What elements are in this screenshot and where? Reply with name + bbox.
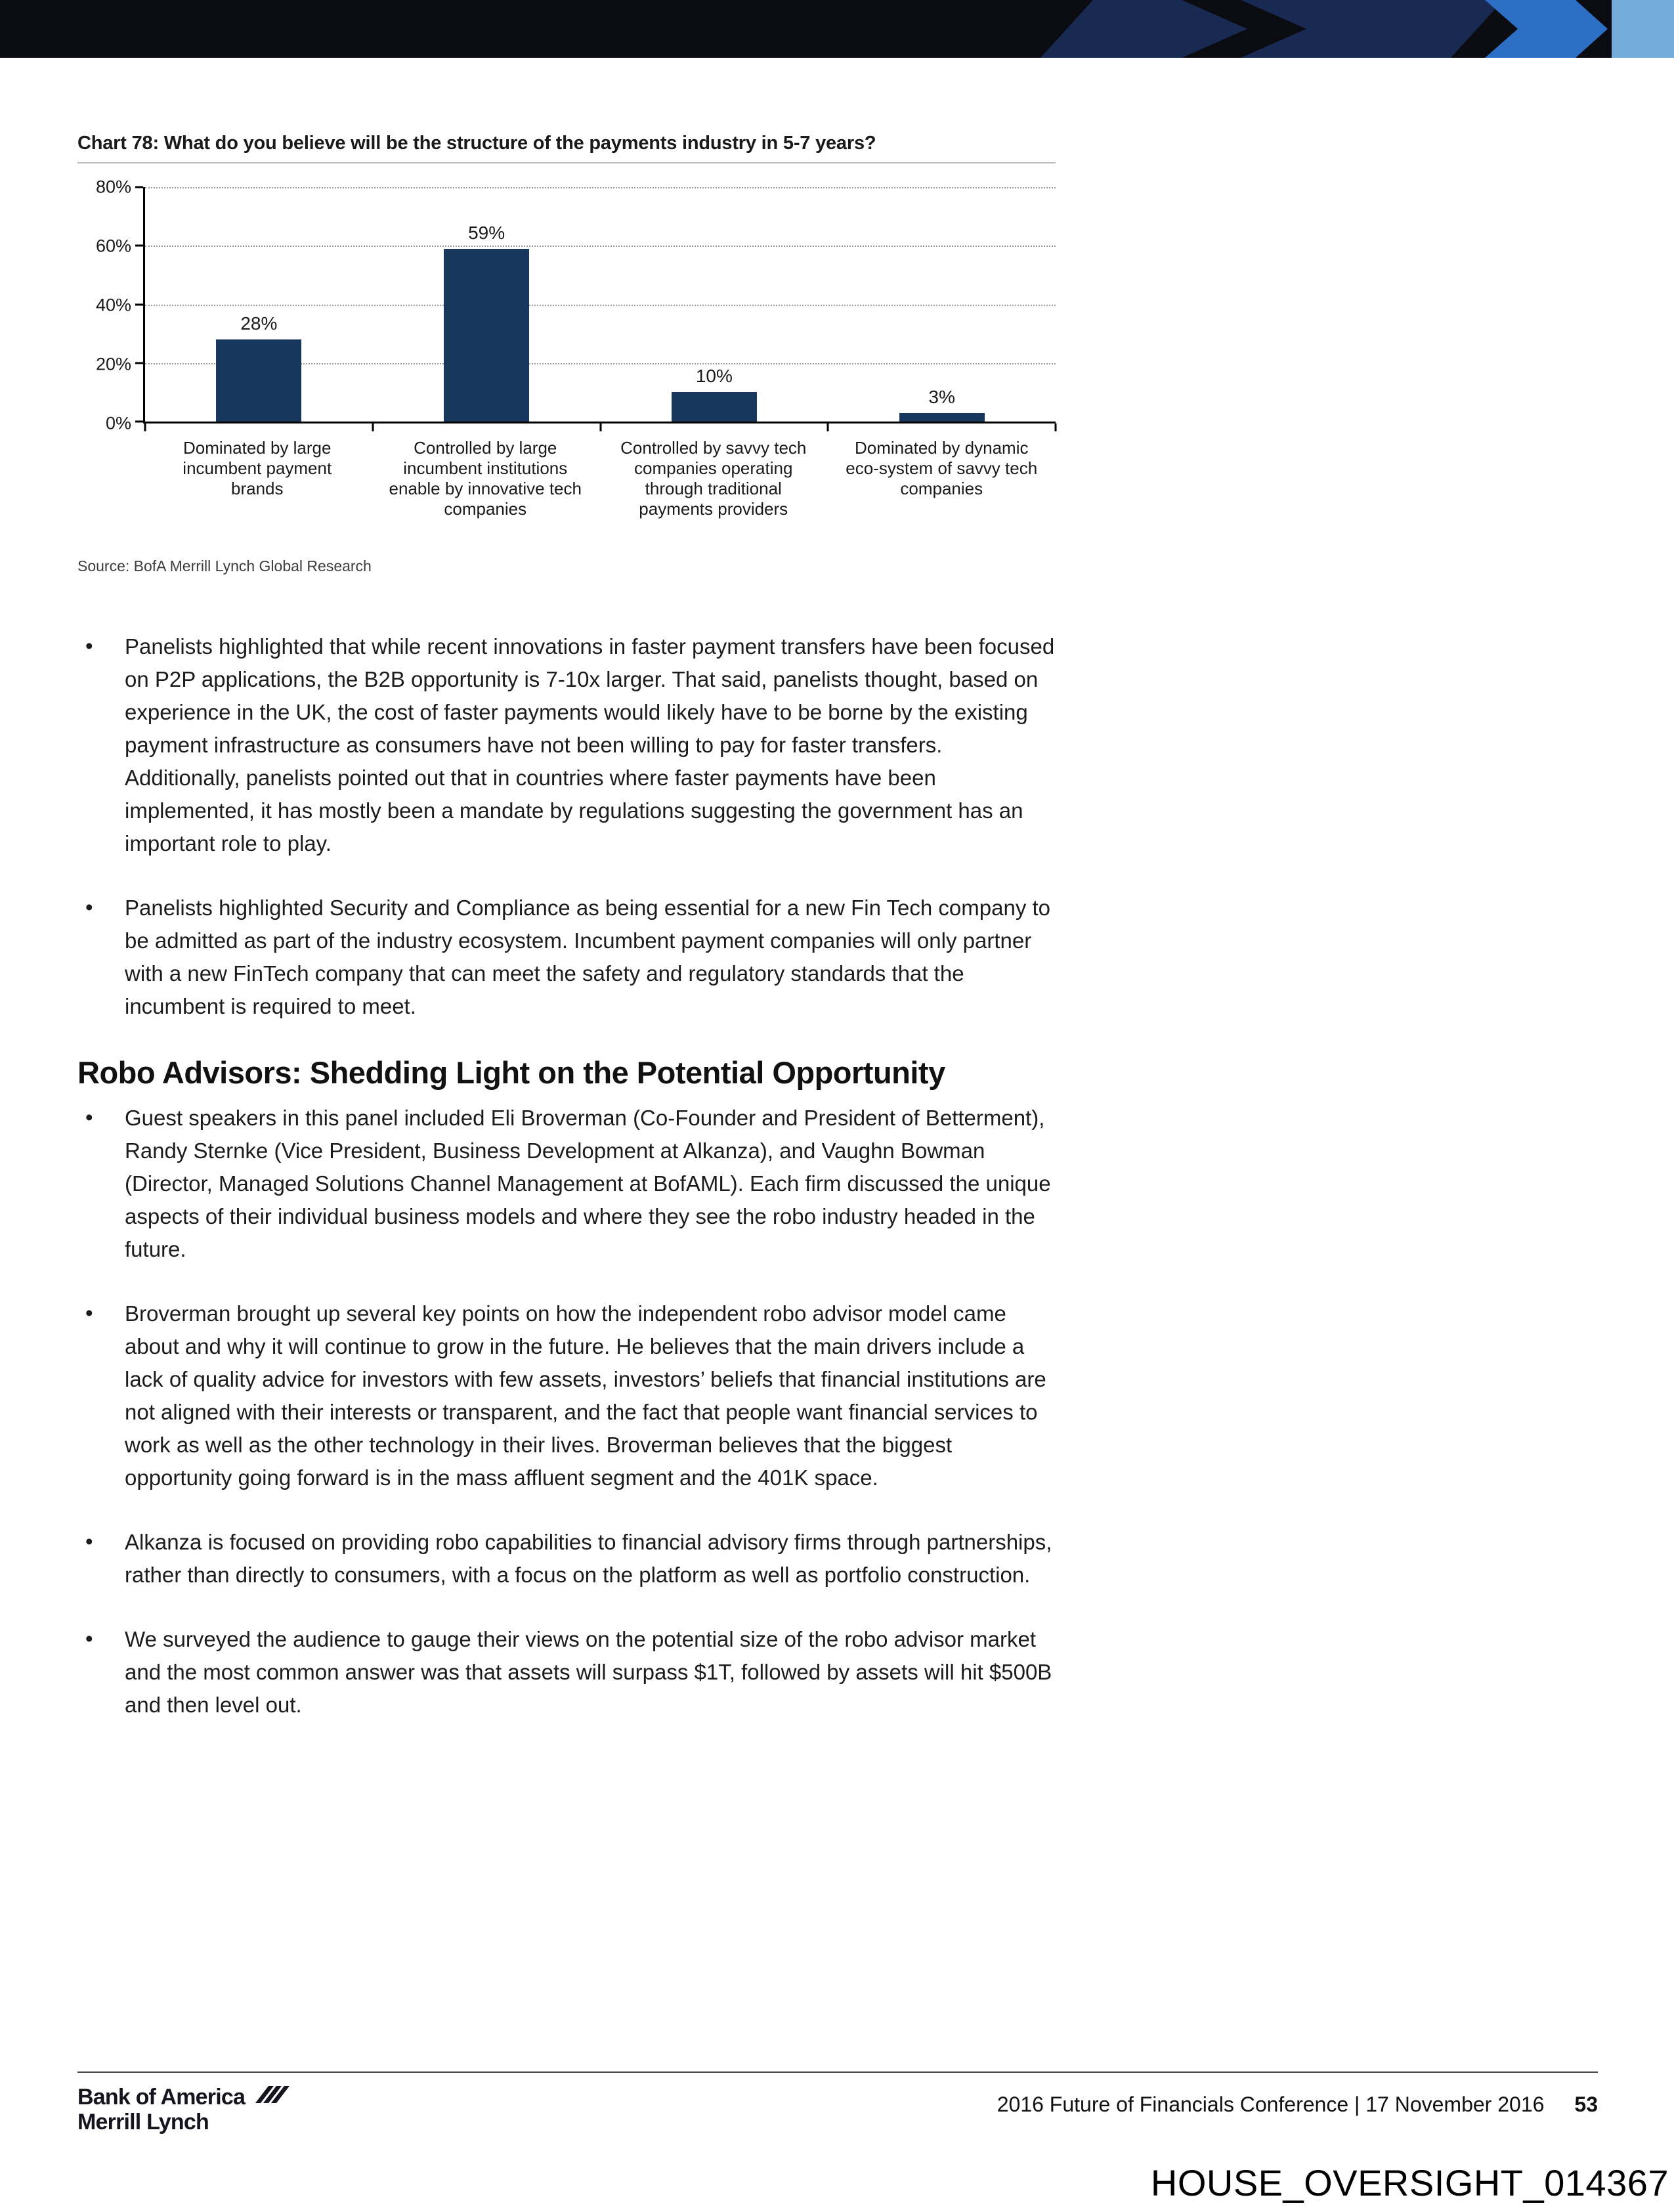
x-axis-labels [143, 438, 1056, 519]
bofa-flag-icon [251, 2083, 290, 2110]
y-tick-mark [135, 245, 143, 247]
y-tick-mark [135, 186, 143, 188]
top-banner [0, 0, 1674, 58]
y-axis [77, 177, 143, 433]
x-category-label: Controlled by savvy tech companies operating through traditional payments providers [620, 438, 807, 519]
bar-chart [77, 177, 1056, 519]
bar-value-label: 3% [928, 386, 955, 407]
bofa-ml-logo [77, 2083, 290, 2134]
y-tick-label: 60% [95, 236, 131, 256]
x-tick-mark [1055, 423, 1057, 431]
page-number: 53 [1574, 2093, 1598, 2116]
bar [899, 413, 985, 422]
bullet-item: • Panelists highlighted that while recent innovations in faster payment transfers have been focused on P2P applications, the B2B opportunity is 7-10x larger. That said, panelists thought, based on experience in the UK, the cost of faster payments would likely have to be borne by the existing payment infrastructure as consumers have not been willing to pay for faster transfers. Additionally, panelists pointed out that in countries where faster payments have been implemented, it has mostly been a mandate by regulations suggesting the government has an important role to play. [77, 630, 1057, 860]
x-axis [77, 438, 1056, 519]
y-tick-mark [135, 303, 143, 305]
bar-value-label: 59% [468, 222, 505, 243]
bullet-item: • Broverman brought up several key points on how the independent robo advisor model came about and why it will continue to grow in the future. He believes that the main drivers include a lack of quality advice for investors with few assets, investors’ beliefs that financial institutions are not aligned with their interests or transparent, and the fact that people want financial services to work as well as the other technology in their lives. Broverman believes that the biggest opportunity going forward is in the mass affluent segment and the 401K space. [77, 1297, 1057, 1494]
footer-right [997, 2083, 1598, 2117]
chart-title: Chart 78: What do you believe will be the structure of the payments industry in 5-7 years? [77, 133, 1056, 163]
x-tick-mark [827, 423, 829, 431]
bar-value-label: 28% [240, 313, 278, 334]
x-tick-mark [372, 423, 374, 431]
chart-78-block [77, 133, 1056, 575]
page-footer [77, 2071, 1598, 2134]
logo-text-line1: Bank of America [77, 2084, 246, 2110]
bar [216, 339, 301, 422]
bar-column [145, 187, 373, 422]
bar-column [373, 187, 601, 422]
section-heading: Robo Advisors: Shedding Light on the Potential Opportunity [77, 1055, 945, 1090]
conference-text: 2016 Future of Financials Conference | 17 November 2016 [997, 2093, 1545, 2116]
y-tick-label: 0% [105, 413, 131, 433]
robo-bullet-list [77, 1102, 1057, 1722]
bullet-item: • Alkanza is focused on providing robo capabilities to financial advisory firms through partnerships, rather than directly to consumers, with a focus on the platform as well as portfolio construction. [77, 1526, 1057, 1592]
logo-text-line2: Merrill Lynch [77, 2110, 209, 2135]
banner-graphic [0, 0, 1674, 58]
x-category-label: Dominated by large incumbent payment brands [182, 438, 332, 498]
plot-area [143, 187, 1056, 423]
bullet-item: • We surveyed the audience to gauge their views on the potential size of the robo advisor market and the most common answer was that assets will surpass $1T, followed by assets will hit $500B and then level out. [77, 1623, 1057, 1722]
y-tick-mark [135, 362, 143, 364]
x-category-label: Dominated by dynamic eco-system of savvy tech companies [846, 438, 1038, 498]
x-category-label: Controlled by large incumbent institutions enable by innovative tech companies [389, 438, 582, 519]
y-tick-label: 80% [95, 177, 131, 197]
bars-row [145, 187, 1056, 422]
x-tick-mark [144, 423, 146, 431]
y-tick-label: 20% [95, 354, 131, 374]
bar-value-label: 10% [695, 366, 733, 387]
y-tick-label: 40% [95, 295, 131, 315]
payments-bullet-list [77, 630, 1057, 1023]
bar-column [828, 187, 1056, 422]
bar-column [601, 187, 828, 422]
bar [672, 392, 757, 422]
chart-source: Source: BofA Merrill Lynch Global Research [77, 557, 372, 575]
y-tick-mark [135, 421, 143, 423]
bullet-item: • Guest speakers in this panel included Eli Broverman (Co-Founder and President of Betterment), Randy Sternke (Vice President, Business Development at Alkanza), and Vaughn Bowman (Director, Managed Solutions Channel Management at BofAML). Each firm discussed the unique aspects of their individual business models and where they see the robo industry headed in the future. [77, 1102, 1057, 1266]
bar [444, 249, 529, 422]
bates-stamp: HOUSE_OVERSIGHT_014367 [1150, 2162, 1669, 2203]
bullet-item: • Panelists highlighted Security and Compliance as being essential for a new Fin Tech company to be admitted as part of the industry ecosystem. Incumbent payment companies will only partner with a new FinTech company that can meet the safety and regulatory standards that the incumbent is required to meet. [77, 892, 1057, 1023]
main-content [77, 58, 1057, 1753]
x-tick-mark [599, 423, 601, 431]
